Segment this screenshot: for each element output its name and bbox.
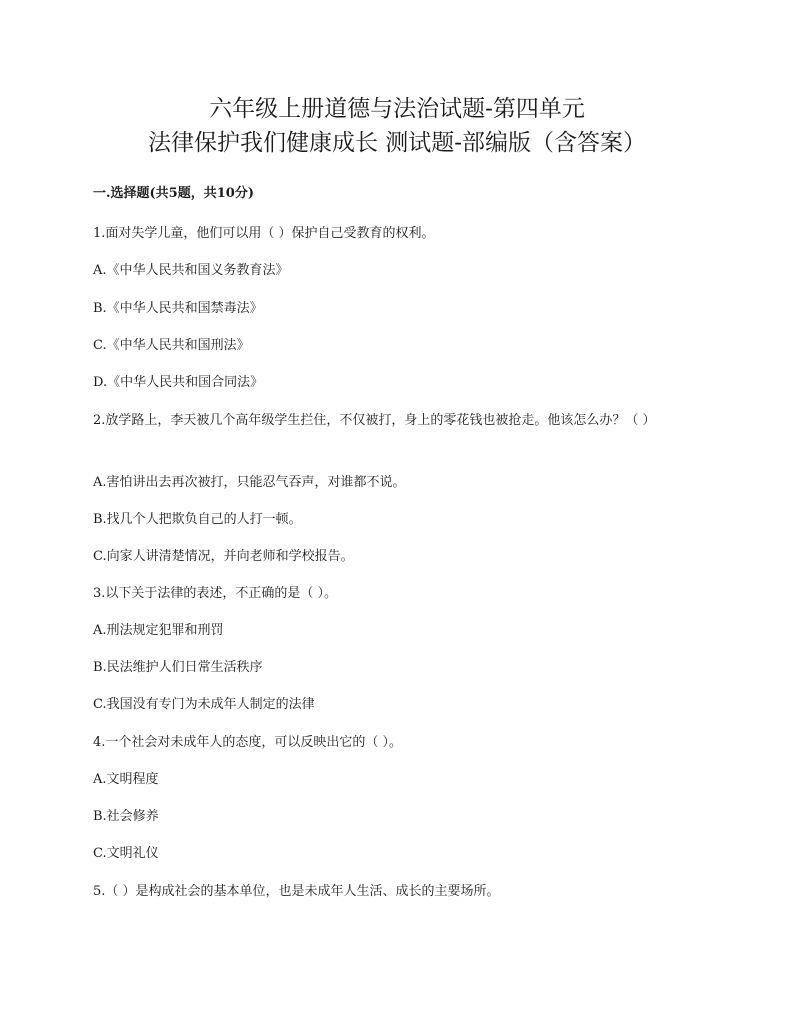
question-1-option-a: A.《中华人民共和国义务教育法》: [93, 263, 289, 278]
question-2-option-b: B.找几个人把欺负自己的人打一顿。: [93, 512, 302, 527]
question-5-stem: 5.（ ）是构成社会的基本单位，也是未成年人生活、成长的主要场所。: [93, 884, 500, 899]
question-3-option-a: A.刑法规定犯罪和刑罚: [93, 623, 224, 638]
section-heading: 一.选择题(共5题，共10分): [93, 186, 254, 201]
document-title-line-1: 六年级上册道德与法治试题-第四单元: [209, 96, 585, 122]
question-1-stem: 1.面对失学儿童，他们可以用（ ）保护自己受教育的权利。: [93, 226, 435, 241]
question-4-option-c: C.文明礼仪: [93, 846, 159, 861]
question-1-option-b: B.《中华人民共和国禁毒法》: [93, 301, 263, 316]
question-3-stem: 3.以下关于法律的表述，不正确的是（ ）。: [93, 586, 338, 601]
document-title-line-2: 法律保护我们健康成长 测试题-部编版（含答案）: [147, 130, 647, 156]
question-4-stem: 4.一个社会对未成年人的态度，可以反映出它的（ ）。: [93, 735, 403, 750]
question-4-option-a: A.文明程度: [93, 772, 159, 787]
question-2-option-a: A.害怕讲出去再次被打，只能忍气吞声，对谁都不说。: [93, 475, 406, 490]
question-2-option-c: C.向家人讲清楚情况，并向老师和学校报告。: [93, 549, 354, 564]
question-1-option-c: C.《中华人民共和国刑法》: [93, 338, 250, 353]
question-3-option-c: C.我国没有专门为未成年人制定的法律: [93, 697, 315, 712]
question-3-option-b: B.民法维护人们日常生活秩序: [93, 660, 263, 675]
question-1-option-d: D.《中华人民共和国合同法》: [93, 375, 264, 390]
question-2-stem: 2.放学路上，李天被几个高年级学生拦住，不仅被打，身上的零花钱也被抢走。他该怎么办？（ ）: [93, 413, 656, 428]
question-4-option-b: B.社会修养: [93, 809, 159, 824]
